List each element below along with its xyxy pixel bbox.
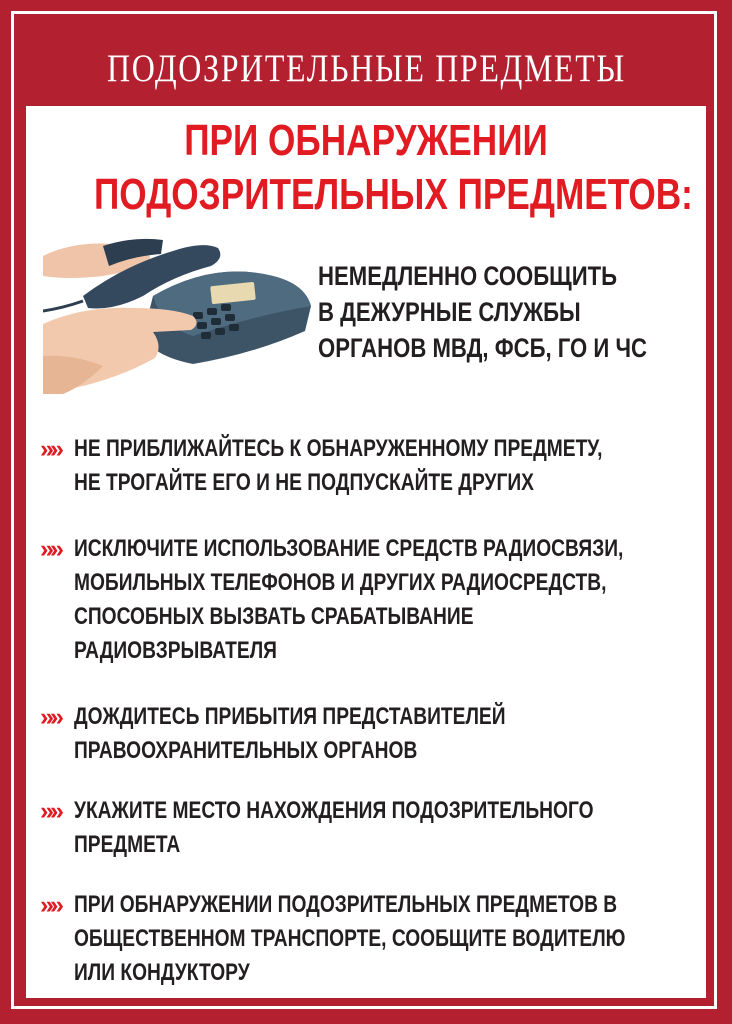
double-chevron-icon: »	[50, 535, 61, 563]
instruction-line: ПРАВООХРАНИТЕЛЬНЫХ ОРГАНОВ	[74, 737, 418, 764]
headline-line-2: ПОДОЗРИТЕЛЬНЫХ ПРЕДМЕТОВ:	[94, 170, 693, 219]
double-chevron-icon: »	[50, 797, 61, 825]
call-action-line-1: НЕМЕДЛЕННО СООБЩИТЬ	[318, 261, 618, 291]
double-chevron-icon: »	[50, 891, 61, 919]
instruction-text	[74, 432, 666, 500]
call-action-line-2: В ДЕЖУРНЫЕ СЛУЖБЫ	[318, 297, 581, 327]
instruction-line: МОБИЛЬНЫХ ТЕЛЕФОНОВ И ДРУГИХ РАДИОСРЕДСТВ,	[74, 569, 607, 596]
instruction-line: ПРЕДМЕТА	[74, 831, 181, 858]
instruction-line: НЕ ПРИБЛИЖАЙТЕСЬ К ОБНАРУЖЕННОМУ ПРЕДМЕТУ,	[74, 435, 603, 462]
telephone-photo	[43, 236, 321, 394]
double-chevron-icon: »	[50, 703, 61, 731]
instruction-text	[74, 532, 666, 668]
instruction-text	[74, 888, 666, 990]
instruction-line: НЕ ТРОГАЙТЕ ЕГО И НЕ ПОДПУСКАЙТЕ ДРУГИХ	[74, 469, 534, 496]
double-chevron-icon: »	[40, 435, 51, 463]
content-panel	[26, 106, 706, 998]
instruction-line: ИЛИ КОНДУКТОРУ	[74, 959, 250, 986]
instruction-line: РАДИОВЗРЫВАТЕЛЯ	[74, 637, 277, 664]
double-chevron-icon: »	[40, 703, 51, 731]
headline	[26, 114, 706, 222]
call-action-text	[318, 258, 698, 366]
double-chevron-icon: »	[40, 797, 51, 825]
call-action-line-3: ОРГАНОВ МВД, ФСБ, ГО И ЧС	[318, 333, 648, 363]
instruction-text	[74, 700, 666, 768]
poster-title: ПОДОЗРИТЕЛЬНЫЕ ПРЕДМЕТЫ	[106, 46, 626, 90]
double-chevron-icon: »	[50, 435, 61, 463]
instruction-line: УКАЖИТЕ МЕСТО НАХОЖДЕНИЯ ПОДОЗРИТЕЛЬНОГО	[74, 797, 594, 824]
double-chevron-icon: »	[40, 535, 51, 563]
instruction-line: ДОЖДИТЕСЬ ПРИБЫТИЯ ПРЕДСТАВИТЕЛЕЙ	[74, 703, 506, 730]
double-chevron-icon: »	[40, 891, 51, 919]
instruction-text	[74, 794, 666, 862]
header-band	[26, 28, 706, 108]
instruction-line: ИСКЛЮЧИТЕ ИСПОЛЬЗОВАНИЕ СРЕДСТВ РАДИОСВЯЗИ,	[74, 535, 624, 562]
instruction-line: СПОСОБНЫХ ВЫЗВАТЬ СРАБАТЫВАНИЕ	[74, 603, 474, 630]
instruction-line: ОБЩЕСТВЕННОМ ТРАНСПОРТЕ, СООБЩИТЕ ВОДИТЕЛЮ	[74, 925, 626, 952]
headline-line-1: ПРИ ОБНАРУЖЕНИИ	[184, 116, 548, 165]
instruction-line: ПРИ ОБНАРУЖЕНИИ ПОДОЗРИТЕЛЬНЫХ ПРЕДМЕТОВ В	[74, 891, 618, 918]
